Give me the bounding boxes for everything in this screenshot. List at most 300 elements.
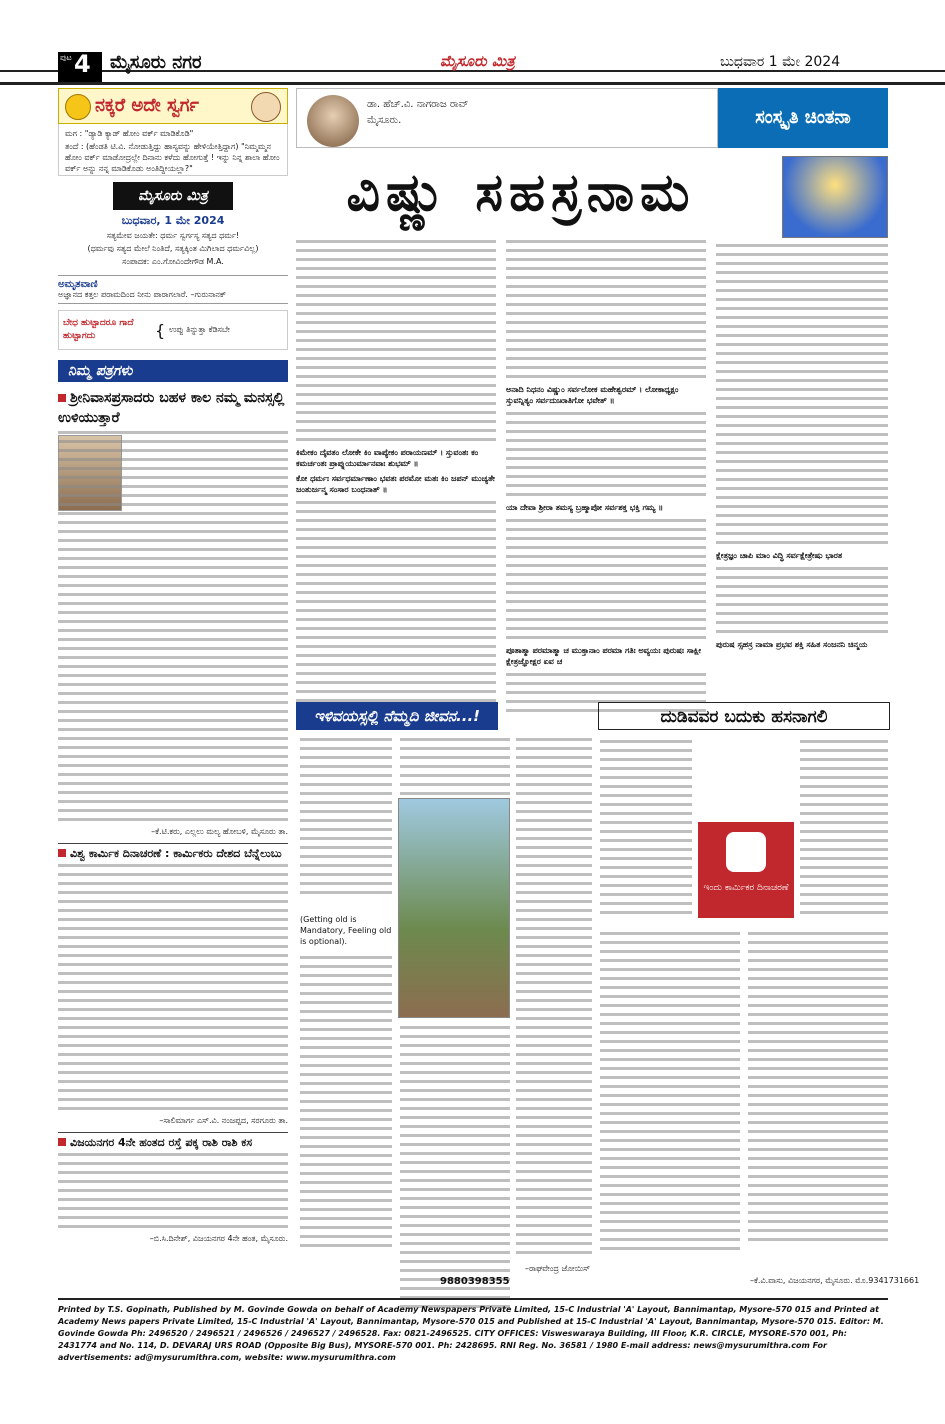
text-line xyxy=(516,1026,592,1029)
text-line xyxy=(296,681,496,684)
text-line xyxy=(58,1216,288,1219)
text-line xyxy=(300,1136,392,1139)
text-line xyxy=(600,866,692,869)
text-line xyxy=(506,573,706,576)
text-line xyxy=(58,773,288,776)
text-line xyxy=(748,1184,888,1187)
text-line xyxy=(58,467,288,470)
letter-photo xyxy=(58,435,122,511)
text-line xyxy=(296,366,496,369)
text-line xyxy=(296,411,496,414)
nakkare-title: ನಕ್ಕರೆ ಅದೇ ಸ್ವರ್ಗ xyxy=(95,95,199,116)
dudi-title: ದುಡಿವವರ ಬದುಕು ಹಸನಾಗಲಿ xyxy=(598,702,890,730)
text-line xyxy=(516,1242,592,1245)
text-line xyxy=(716,424,888,427)
text-line xyxy=(296,285,496,288)
page-number-box xyxy=(58,52,102,82)
text-line xyxy=(58,683,288,686)
text-line xyxy=(400,1179,510,1182)
text-line xyxy=(400,1242,510,1245)
text-line xyxy=(800,902,888,905)
amrutha-vani xyxy=(58,275,288,304)
text-line xyxy=(58,1089,288,1092)
column-name: ಸಂಸ್ಕೃತಿ ಚಿಂತನಾ xyxy=(718,88,888,148)
english-quote: (Getting old is Mandatory, Feeling old is optional). xyxy=(300,915,392,946)
author-photo xyxy=(307,95,359,147)
text-line xyxy=(516,774,592,777)
text-line xyxy=(748,941,888,944)
letter-sign-2: –ಸಾಲಿಮಾರ್ಗ ಎಸ್.ವಿ. ನಂಜಪ್ಪದ, ಸರಗೂರು ತಾ. xyxy=(159,1116,288,1125)
text-line xyxy=(748,1058,888,1061)
nakkare-header xyxy=(58,88,288,124)
text-line xyxy=(716,361,888,364)
text-line xyxy=(516,1125,592,1128)
text-line xyxy=(600,884,692,887)
text-line xyxy=(600,1229,740,1232)
text-line xyxy=(600,1157,740,1160)
section-name: ಮೈಸೂರು ನಗರ xyxy=(110,52,202,73)
text-line xyxy=(600,1103,740,1106)
text-line xyxy=(400,1107,510,1110)
text-line xyxy=(600,950,740,953)
text-line xyxy=(600,995,740,998)
text-line xyxy=(748,1211,888,1214)
text-line xyxy=(506,285,706,288)
text-line xyxy=(600,1166,740,1169)
text-line xyxy=(58,954,288,957)
text-line xyxy=(296,438,496,441)
text-line xyxy=(58,809,288,812)
text-line xyxy=(296,330,496,333)
text-line xyxy=(516,765,592,768)
text-line xyxy=(300,1010,392,1013)
text-line xyxy=(58,909,288,912)
raised-fist-icon xyxy=(726,832,766,872)
ilivayas-author: –ರಾಘವೇಂದ್ರ ಜೋಯಿಸ್ xyxy=(525,1264,590,1273)
text-line xyxy=(748,1139,888,1142)
text-line xyxy=(716,271,888,274)
text-line xyxy=(800,758,888,761)
text-line xyxy=(506,555,706,558)
header-rule xyxy=(0,82,945,85)
text-line xyxy=(296,528,496,531)
text-line xyxy=(748,1013,888,1016)
text-line xyxy=(716,603,888,606)
text-line xyxy=(300,1199,392,1202)
text-line xyxy=(516,756,592,759)
text-line xyxy=(58,638,288,641)
dudi-column-1 xyxy=(600,740,692,920)
text-line xyxy=(400,1035,510,1038)
text-line xyxy=(58,882,288,885)
text-line xyxy=(300,1235,392,1238)
text-line xyxy=(300,792,392,795)
text-line xyxy=(58,1017,288,1020)
text-line xyxy=(800,785,888,788)
letter-title-3 xyxy=(58,1132,288,1150)
text-line xyxy=(506,240,706,243)
text-line xyxy=(296,276,496,279)
text-line xyxy=(400,1224,510,1227)
text-line xyxy=(300,956,392,959)
text-line xyxy=(300,1181,392,1184)
text-line xyxy=(300,1037,392,1040)
text-line xyxy=(716,415,888,418)
text-line xyxy=(516,963,592,966)
text-line xyxy=(600,740,692,743)
text-line xyxy=(400,747,510,750)
brace-icon: { xyxy=(155,321,166,340)
text-line xyxy=(600,959,740,962)
text-line xyxy=(516,981,592,984)
text-line xyxy=(800,884,888,887)
text-line xyxy=(748,995,888,998)
text-line xyxy=(506,357,706,360)
verse-3: ಅನಾದಿ ನಿಧನಂ ವಿಷ್ಣುಂ ಸರ್ವಲೋಕ ಮಹೇಶ್ವರಮ್ । ಲೋಕಾಧ್ಯಕ್ಷಂ ಸ್ತುವನ್ನಿತ್ಯಂ ಸರ್ವದುಃಖಾತಿಗೋ ಭವೇತ್ ॥ xyxy=(506,385,679,405)
text-line xyxy=(300,801,392,804)
text-line xyxy=(516,945,592,948)
text-line xyxy=(516,855,592,858)
text-line xyxy=(600,794,692,797)
text-line xyxy=(800,839,888,842)
letters-header: ನಿಮ್ಮ ಪತ್ರಗಳು xyxy=(58,360,288,382)
text-line xyxy=(516,1251,592,1254)
text-line xyxy=(58,1180,288,1183)
text-line xyxy=(300,1028,392,1031)
text-line xyxy=(58,701,288,704)
text-line xyxy=(716,541,888,544)
text-line xyxy=(600,941,740,944)
text-line xyxy=(400,1152,510,1155)
text-line xyxy=(748,1067,888,1070)
ilivayas-column-1 xyxy=(300,738,392,900)
text-line xyxy=(300,1154,392,1157)
text-line xyxy=(506,627,706,630)
text-line xyxy=(600,776,692,779)
text-line xyxy=(716,325,888,328)
text-line xyxy=(716,514,888,517)
text-line xyxy=(58,494,288,497)
text-line xyxy=(516,1107,592,1110)
text-line xyxy=(600,1094,740,1097)
text-line xyxy=(300,783,392,786)
text-line xyxy=(600,839,692,842)
text-line xyxy=(748,1103,888,1106)
text-line xyxy=(600,1085,740,1088)
text-line xyxy=(58,602,288,605)
letter-body-1 xyxy=(58,431,288,821)
text-line xyxy=(516,909,592,912)
author-box xyxy=(296,88,718,148)
text-line xyxy=(716,442,888,445)
text-line xyxy=(400,1161,510,1164)
text-line xyxy=(300,1127,392,1130)
text-line xyxy=(748,968,888,971)
editor-line: ಸಂಪಾದಕ: ಎಂ.ಗೋವಿಂದೇಗೌಡ M.A. xyxy=(122,257,224,266)
text-line xyxy=(600,1130,740,1133)
verse-4: ಯಾ ದೇವಾ ಶ್ರೀರಾ ತಮಸ್ಯ ಬ್ರಹ್ಮಾಪೋ ಸರ್ವಶಕ್ತ ಭಕ್ತಿ ಗಮ್ಯ ॥ xyxy=(506,503,664,512)
article-column-2 xyxy=(506,240,706,718)
text-line xyxy=(516,1143,592,1146)
text-line xyxy=(716,576,888,579)
text-line xyxy=(516,783,592,786)
text-line xyxy=(506,457,706,460)
text-line xyxy=(296,555,496,558)
text-line xyxy=(58,936,288,939)
text-line xyxy=(506,294,706,297)
text-line xyxy=(296,348,496,351)
text-line xyxy=(716,567,888,570)
text-line xyxy=(300,1244,392,1247)
text-line xyxy=(506,537,706,540)
text-line xyxy=(300,1145,392,1148)
text-line xyxy=(800,857,888,860)
article-title: ವಿಷ್ಣು ಸಹಸ್ರನಾಮ xyxy=(346,163,696,223)
text-line xyxy=(400,1089,510,1092)
text-line xyxy=(748,932,888,935)
text-line xyxy=(600,1238,740,1241)
vishnu-image xyxy=(782,156,888,238)
text-line xyxy=(800,812,888,815)
text-line xyxy=(506,673,706,676)
text-line xyxy=(58,674,288,677)
text-line xyxy=(516,1035,592,1038)
text-line xyxy=(716,289,888,292)
text-line xyxy=(58,530,288,533)
text-line xyxy=(716,397,888,400)
cartoon-face-icon xyxy=(251,92,281,122)
text-line xyxy=(58,1198,288,1201)
author-city: ಮೈಸೂರು. xyxy=(367,115,402,126)
text-line xyxy=(600,1049,740,1052)
text-line xyxy=(716,298,888,301)
text-line xyxy=(600,812,692,815)
text-line xyxy=(58,945,288,948)
page-label: ಪುಟ xyxy=(60,53,72,62)
text-line xyxy=(300,1217,392,1220)
text-line xyxy=(300,1073,392,1076)
text-line xyxy=(58,620,288,623)
text-line xyxy=(300,864,392,867)
text-line xyxy=(400,1143,510,1146)
text-line xyxy=(58,449,288,452)
text-line xyxy=(716,532,888,535)
text-line xyxy=(506,582,706,585)
text-line xyxy=(516,927,592,930)
text-line xyxy=(506,484,706,487)
text-line xyxy=(800,803,888,806)
text-line xyxy=(516,1197,592,1200)
text-line xyxy=(58,918,288,921)
dudi-column-3 xyxy=(600,932,740,1256)
text-line xyxy=(300,1109,392,1112)
text-line xyxy=(716,505,888,508)
letter-sign-3: –ಬಿ.ಸಿ.ದಿನೇಶ್, ವಿಜಯನಗರ 4ನೇ ಹಂತ, ಮೈಸೂರು. xyxy=(149,1234,288,1243)
text-line xyxy=(296,384,496,387)
text-line xyxy=(296,537,496,540)
text-line xyxy=(516,1188,592,1191)
text-line xyxy=(296,249,496,252)
text-line xyxy=(300,1001,392,1004)
dudi-column-2 xyxy=(800,740,888,920)
letter-title-2-text: ವಿಶ್ವ ಕಾರ್ಮಿಕ ದಿನಾಚರಣೆ : ಕಾರ್ಮಿಕರು ದೇಶದ ಬೆನ್ನೆಲುಬು xyxy=(70,847,282,860)
text-line xyxy=(300,774,392,777)
text-line xyxy=(58,963,288,966)
text-line xyxy=(296,321,496,324)
text-line xyxy=(800,830,888,833)
text-line xyxy=(600,1004,740,1007)
text-line xyxy=(800,749,888,752)
text-line xyxy=(296,420,496,423)
text-line xyxy=(300,1019,392,1022)
text-line xyxy=(296,429,496,432)
text-line xyxy=(716,352,888,355)
text-line xyxy=(506,600,706,603)
text-line xyxy=(800,767,888,770)
text-line xyxy=(716,460,888,463)
text-line xyxy=(600,1193,740,1196)
text-line xyxy=(400,1260,510,1263)
letter-body-3 xyxy=(58,1153,288,1228)
text-line xyxy=(300,992,392,995)
text-line xyxy=(58,719,288,722)
text-line xyxy=(800,911,888,914)
text-line xyxy=(516,918,592,921)
text-line xyxy=(296,546,496,549)
text-line xyxy=(300,1064,392,1067)
text-line xyxy=(58,764,288,767)
text-line xyxy=(58,990,288,993)
elder-photo xyxy=(398,798,510,1018)
ilivayas-column-3 xyxy=(516,738,592,1260)
text-line xyxy=(300,891,392,894)
text-line xyxy=(300,1046,392,1049)
text-line xyxy=(58,1062,288,1065)
text-line xyxy=(58,800,288,803)
text-line xyxy=(506,375,706,378)
joke-box xyxy=(58,124,288,176)
text-line xyxy=(400,1170,510,1173)
text-line xyxy=(300,765,392,768)
text-line xyxy=(58,981,288,984)
text-line xyxy=(516,1179,592,1182)
text-line xyxy=(748,1193,888,1196)
text-line xyxy=(300,1226,392,1229)
text-line xyxy=(748,1238,888,1241)
text-line xyxy=(516,864,592,867)
text-line xyxy=(58,458,288,461)
text-line xyxy=(800,821,888,824)
text-line xyxy=(58,503,288,506)
text-line xyxy=(748,1031,888,1034)
text-line xyxy=(58,1080,288,1083)
text-line xyxy=(600,1175,740,1178)
text-line xyxy=(516,819,592,822)
text-line xyxy=(58,1153,288,1156)
text-line xyxy=(716,621,888,624)
letter-body-2 xyxy=(58,864,288,1110)
text-line xyxy=(300,828,392,831)
text-line xyxy=(748,1220,888,1223)
text-line xyxy=(58,1071,288,1074)
text-line xyxy=(58,1189,288,1192)
text-line xyxy=(58,710,288,713)
letter-title-1-text: ಶ್ರೀನಿವಾಸಪ್ರಸಾದರು ಬಹಳ ಕಾಲ ನಮ್ಮ ಮನಸ್ಸಲ್ಲಿ ಉಳಿಯುತ್ತಾರೆ xyxy=(58,390,285,426)
text-line xyxy=(296,672,496,675)
text-line xyxy=(296,303,496,306)
text-line xyxy=(296,294,496,297)
ilivayas-title: ಇಳಿವಯಸ್ಸಲ್ಲಿ ನೆಮ್ಮದಿ ಜೀವನ...! xyxy=(296,702,498,730)
verse-6: ಕ್ಷೇತ್ರಜ್ಞಂ ಚಾಪಿ ಮಾಂ ವಿದ್ಧಿ ಸರ್ವಕ್ಷೇತ್ರೇಷು ಭಾರತ xyxy=(716,551,843,560)
text-line xyxy=(400,1134,510,1137)
text-line xyxy=(400,783,510,786)
workers-day-label: ಇಂದು ಕಾರ್ಮಿಕರ ದಿನಾಚರಣೆ xyxy=(703,883,789,893)
text-line xyxy=(296,591,496,594)
text-line xyxy=(516,837,592,840)
text-line xyxy=(748,1202,888,1205)
text-line xyxy=(506,528,706,531)
text-line xyxy=(300,965,392,968)
text-line xyxy=(600,1022,740,1025)
text-line xyxy=(516,828,592,831)
text-line xyxy=(58,782,288,785)
text-line xyxy=(600,767,692,770)
text-line xyxy=(58,548,288,551)
text-line xyxy=(800,866,888,869)
text-line xyxy=(400,1188,510,1191)
text-line xyxy=(400,1233,510,1236)
text-line xyxy=(400,774,510,777)
text-line xyxy=(600,1076,740,1079)
text-line xyxy=(296,690,496,693)
text-line xyxy=(58,431,288,434)
text-line xyxy=(748,1148,888,1151)
text-line xyxy=(516,900,592,903)
text-line xyxy=(600,1202,740,1205)
text-line xyxy=(716,433,888,436)
text-line xyxy=(58,864,288,867)
text-line xyxy=(516,1224,592,1227)
letter-title-1 xyxy=(58,388,288,428)
text-line xyxy=(296,645,496,648)
text-line xyxy=(58,891,288,894)
text-line xyxy=(716,469,888,472)
text-line xyxy=(506,321,706,324)
text-line xyxy=(58,665,288,668)
text-line xyxy=(58,629,288,632)
text-line xyxy=(400,792,510,795)
verse-7: ಪುರುಷ ಸ್ಸಹಸ್ರ ನಾಮಾ ಪ್ರಭವ ಶಕ್ತಿ ಸಹಿತ ಸಂಜನನಿ ಚಿನ್ಮಯ xyxy=(716,640,868,649)
text-line xyxy=(506,636,706,639)
dudi-author: –ಕೆ.ವಿ.ವಾಸು, ವಿಜಯನಗರ, ಮೈಸೂರು. ಮೊ.9341731661 xyxy=(750,1276,920,1285)
workers-day-badge xyxy=(698,822,794,918)
text-line xyxy=(516,891,592,894)
text-line xyxy=(58,1207,288,1210)
bullet-icon xyxy=(58,394,66,402)
text-line xyxy=(58,575,288,578)
text-line xyxy=(296,609,496,612)
text-line xyxy=(58,584,288,587)
text-line xyxy=(296,600,496,603)
text-line xyxy=(716,244,888,247)
motto-line: ಸತ್ಯಮೇವ ಜಯತೇ: ಧರ್ಮ ಸ್ವರ್ಗಸ್ಯ ಸತ್ಯದ ಧರ್ಮ! xyxy=(106,231,240,240)
text-line xyxy=(716,370,888,373)
text-line xyxy=(400,1098,510,1101)
text-line xyxy=(748,986,888,989)
text-line xyxy=(300,873,392,876)
text-line xyxy=(516,1116,592,1119)
text-line xyxy=(58,1171,288,1174)
